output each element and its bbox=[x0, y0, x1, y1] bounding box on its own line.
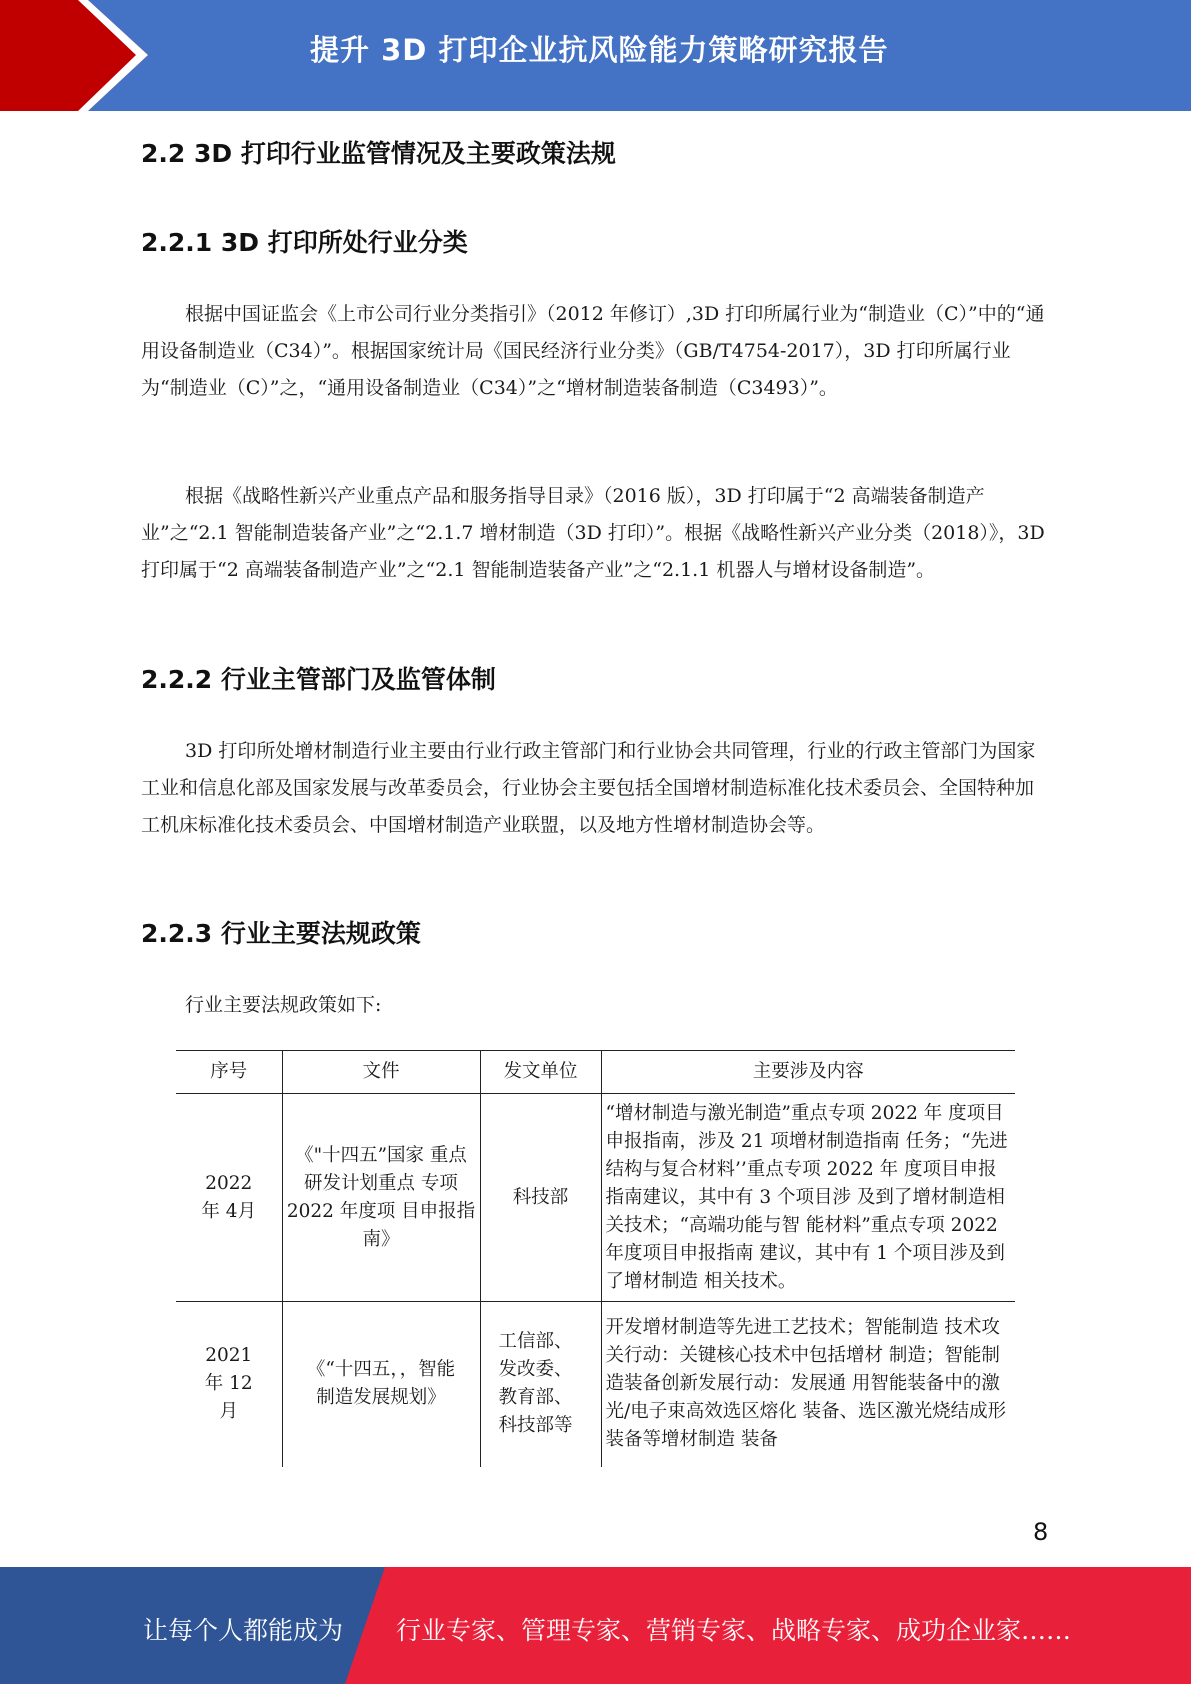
cell-document: 《“十四五，，智能 制造发展规划》 bbox=[282, 1302, 480, 1467]
cell-issuer: 工信部、发改委、教育部、科技部等 bbox=[480, 1302, 601, 1467]
footer-slogan-right: 行业专家、管理专家、营销专家、战略专家、成功企业家…… bbox=[396, 1616, 1072, 1645]
column-header-content: 主要涉及内容 bbox=[601, 1051, 1015, 1094]
paragraph-policy-intro: 行业主要法规政策如下: bbox=[185, 994, 382, 1016]
header-title: 提升 3D 打印企业抗风险能力策略研究报告 bbox=[310, 33, 889, 67]
cell-content: “增材制造与激光制造”重点专项 2022 年 度项目申报指南，涉及 21 项增材制造指南 任务；“先进结构与复合材料’’重点专项 2022 年 度项目申报指南建议，其中有 3 个项目涉 及到了增材制造相关技术；“高端功能与智 能材料”重点专项 2022 年度项目申报指南 建议，其中有 1 个项目涉及到了增材制造 相关技术。 bbox=[601, 1094, 1015, 1302]
cell-content: 开发增材制造等先进工艺技术；智能制造 技术攻关行动：关键核心技术中包括增材 制造；智能制造装备创新发展行动：发展通 用智能装备中的激光/电子束高效选区熔化 装备、选区激光烧结成形装备等增材制造 装备 bbox=[601, 1302, 1015, 1467]
page-header bbox=[0, 0, 1191, 111]
page-number: 8 bbox=[1033, 1518, 1049, 1546]
page-footer bbox=[0, 1567, 1191, 1684]
column-header-number: 序号 bbox=[176, 1051, 282, 1094]
paragraph-regulatory-system: 3D 打印所处增材制造行业主要由行业行政主管部门和行业协会共同管理，行业的行政主管部门为国家工业和信息化部及国家发展与改革委员会，行业协会主要包括全国增材制造标准化技术委员会、全国特种加工机床标准化技术委员会、中国增材制造产业联盟，以及地方性增材制造协会等。 bbox=[141, 740, 1036, 836]
column-header-issuer: 发文单位 bbox=[480, 1051, 601, 1094]
table-header-row bbox=[176, 1051, 1015, 1094]
cell-issuer: 科技部 bbox=[480, 1094, 601, 1302]
section-heading-2-2-2: 2.2.2 行业主管部门及监管体制 bbox=[141, 665, 496, 694]
paragraph-industry-classification-2: 根据《战略性新兴产业重点产品和服务指导目录》（2016 版），3D 打印属于“2 高端装备制造产业”之“2.1 智能制造装备产业”之“2.1.7 增材制造（3D 打印）”。根据《战略性新兴产业分类（2018）》，3D 打印属于“2 高端装备制造产业”之“2.1 智能制造装备产业”之“2.1.1 机器人与增材设备制造”。 bbox=[141, 485, 1045, 581]
section-heading-2-2: 2.2 3D 打印行业监管情况及主要政策法规 bbox=[141, 139, 616, 168]
footer-slogan-left: 让每个人都能成为 bbox=[143, 1616, 344, 1645]
cell-date: 2021 年 12 月 bbox=[204, 1345, 253, 1423]
policy-table bbox=[176, 1050, 1015, 1467]
section-heading-2-2-3: 2.2.3 行业主要法规政策 bbox=[141, 919, 421, 948]
paragraph-industry-classification-1: 根据中国证监会《上市公司行业分类指引》（2012 年修订）,3D 打印所属行业为“制造业（C）”中的“通用设备制造业（C34）”。根据国家统计局《国民经济行业分类》（GB/T4754-2017），3D 打印所属行业为“制造业（C）”之，“通用设备制造业（C34）”之“增材制造装备制造（C3493）”。 bbox=[141, 303, 1045, 399]
cell-date: 2022 年 4月 bbox=[176, 1094, 282, 1302]
section-heading-2-2-1: 2.2.1 3D 打印所处行业分类 bbox=[141, 228, 468, 257]
cell-document: 《"十四五”国家 重点研发计划重点 专项 2022 年度项 目申报指南》 bbox=[282, 1094, 480, 1302]
table-row bbox=[176, 1094, 1015, 1302]
column-header-document: 文件 bbox=[282, 1051, 480, 1094]
table-row bbox=[176, 1302, 1015, 1467]
